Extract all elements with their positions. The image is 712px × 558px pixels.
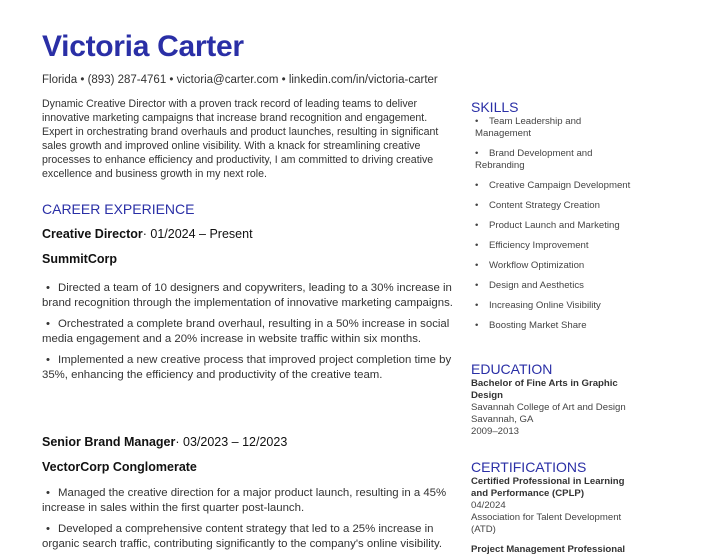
school: Savannah College of Art and Design <box>471 402 626 413</box>
bullet-icon: • <box>475 300 479 311</box>
resume-name: Victoria Carter <box>42 30 244 63</box>
job-role: Senior Brand Manager <box>42 435 176 449</box>
school-location: Savannah, GA <box>471 414 534 425</box>
degree: Bachelor of Fine Arts in Graphic Design <box>471 378 618 401</box>
bullet-icon: • <box>475 200 479 211</box>
list-item: • Implemented a new creative process that improved project completion time by 35%, enhancing the efficiency and productivity of the creative team. <box>42 354 452 381</box>
certification-entry <box>471 544 631 556</box>
skill-item: • Team Leadership and Management <box>475 116 582 139</box>
job-role: Creative Director <box>42 227 143 241</box>
bullet-icon: • <box>46 282 50 294</box>
certification-issuer: Association for Talent Development (ATD) <box>471 512 622 535</box>
certifications-heading: CERTIFICATIONS <box>471 459 587 475</box>
list-item: • Directed a team of 10 designers and copywriters, leading to a 30% increase in brand recognition through the implementation of innovative marketing campaigns. <box>42 282 453 309</box>
bullet-icon: • <box>475 260 479 271</box>
certification-name: Project Management Professional <box>471 544 626 555</box>
skill-item: • Increasing Online Visibility <box>475 300 601 311</box>
job-bullets <box>42 486 454 558</box>
job-company: VectorCorp Conglomerate <box>42 460 197 474</box>
skill-item: • Product Launch and Marketing <box>475 220 620 231</box>
bullet-icon: • <box>46 354 50 367</box>
skill-item: • Content Strategy Creation <box>475 200 600 211</box>
bullet-icon: • <box>475 180 479 191</box>
experience-heading: CAREER EXPERIENCE <box>42 201 195 217</box>
bullet-icon: • <box>46 318 50 331</box>
skill-item: • Creative Campaign Development <box>475 180 631 191</box>
certification-entry <box>471 476 631 536</box>
bullet-icon: • <box>475 148 479 159</box>
skill-item: • Design and Aesthetics <box>475 280 584 291</box>
skills-heading: SKILLS <box>471 99 519 115</box>
education-dates: 2009–2013 <box>471 426 520 437</box>
bullet-icon: • <box>475 280 479 291</box>
job-dates: · 01/2024 – Present <box>142 227 253 241</box>
job-dates: · 03/2023 – 12/2023 <box>175 435 288 449</box>
certification-name: Certified Professional in Learning and Performance (CPLP) <box>471 476 625 499</box>
contact-line: Florida • (893) 287-4761 • victoria@carter.com • linkedin.com/in/victoria-carter <box>42 74 438 86</box>
job-title <box>42 227 253 241</box>
skill-item: • Efficiency Improvement <box>475 240 589 251</box>
bullet-icon: • <box>46 523 50 536</box>
job-title <box>42 435 287 449</box>
list-item: • Managed the creative direction for a major product launch, resulting in a 45% increase in sales within the first quarter post-launch. <box>42 487 447 514</box>
bullet-icon: • <box>475 240 479 251</box>
skill-item: • Brand Development and Rebranding <box>475 148 593 171</box>
list-item: • Orchestrated a complete brand overhaul, resulting in a 50% increase in social media engagement and a 20% increase in website traffic within six months. <box>42 318 450 345</box>
education-entry <box>471 378 631 438</box>
skill-item: • Boosting Market Share <box>475 320 587 331</box>
list-item: • Developed a comprehensive content strategy that led to a 25% increase in organic search traffic, contributing significantly to the company's online visibility. <box>42 523 442 550</box>
summary-paragraph: Dynamic Creative Director with a proven track record of leading teams to deliver innovative marketing campaigns that increase brand recognition and engagement. Expert in orchestrating brand overhauls and product launches, resulting in significant sales growth and improved online visibility. With a knack for streamlining creative processes to enhance efficiency and productivity, I am committed to driving creative excellence and business growth in my next role. <box>42 98 439 181</box>
certification-date: 04/2024 <box>471 500 506 511</box>
bullet-icon: • <box>475 220 479 231</box>
skill-item: • Workflow Optimization <box>475 260 585 271</box>
job-bullets <box>42 281 454 390</box>
education-heading: EDUCATION <box>471 361 553 377</box>
job-company: SummitCorp <box>42 252 117 266</box>
bullet-icon: • <box>475 320 479 331</box>
skills-list <box>475 116 635 340</box>
bullet-icon: • <box>475 116 479 127</box>
bullet-icon: • <box>46 487 50 499</box>
